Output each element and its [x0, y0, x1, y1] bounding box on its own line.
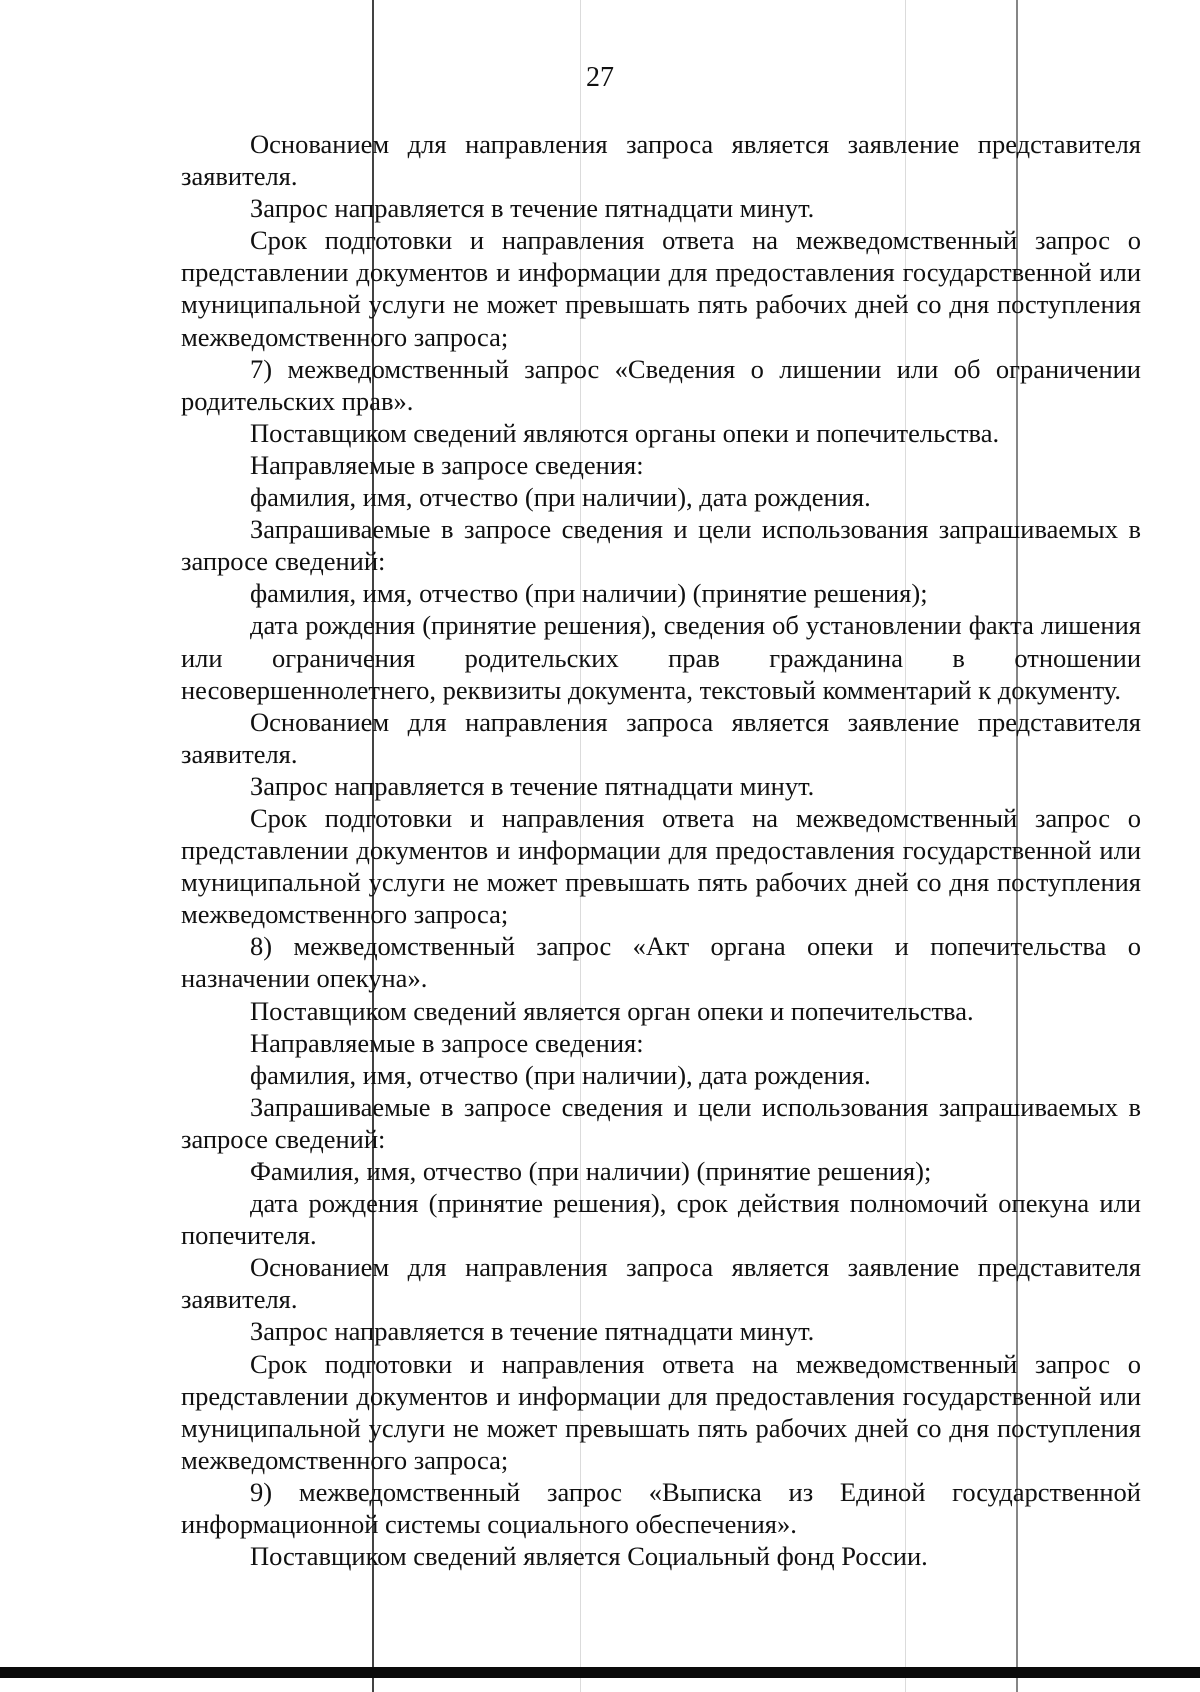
paragraph: Срок подготовки и направления ответа на межведомственный запрос о представлении документов и информации для предоставления государственной или муниципальной услуги не может превышать пять рабочих дней со дня поступления межведомственного запроса; [181, 1348, 1141, 1475]
paragraph: Запрос направляется в течение пятнадцати минут. [250, 193, 815, 224]
paragraph: Срок подготовки и направления ответа на межведомственный запрос о представлении документов и информации для предоставления государственной или муниципальной услуги не может превышать пять рабочих дней со дня поступления межведомственного запроса; [181, 802, 1141, 930]
paragraph: Основанием для направления запроса является заявление представителя заявителя. [181, 1252, 1141, 1315]
paragraph: Основанием для направления запроса является заявление представителя заявителя. [181, 129, 1141, 192]
paragraph: Направляемые в запросе сведения: [250, 1027, 644, 1058]
document-body [181, 128, 1141, 1572]
paragraph: Поставщиком сведений является орган опеки и попечительства. [250, 995, 974, 1026]
paragraph: 8) межведомственный запрос «Акт органа опеки и попечительства о назначении опекуна». [181, 931, 1141, 994]
paragraph: фамилия, имя, отчество (при наличии), дата рождения. [250, 1059, 871, 1090]
paragraph: Запрос направляется в течение пятнадцати минут. [250, 770, 815, 801]
paragraph: Направляемые в запросе сведения: [250, 449, 644, 480]
paragraph: фамилия, имя, отчество (при наличии) (принятие решения); [250, 578, 928, 609]
paragraph: 7) межведомственный запрос «Сведения о лишении или об ограничении родительских прав». [181, 353, 1141, 416]
paragraph: дата рождения (принятие решения), срок действия полномочий опекуна или попечителя. [181, 1188, 1141, 1251]
paragraph: Основанием для направления запроса является заявление представителя заявителя. [181, 706, 1141, 769]
page-number: 27 [586, 62, 614, 93]
paragraph: дата рождения (принятие решения), сведения об установлении факта лишения или ограничения родительских прав гражданина в отношении несовершеннолетнего, реквизиты документа, текстовый комментарий к документу. [181, 610, 1141, 705]
paragraph: Поставщиком сведений является Социальный фонд России. [250, 1541, 928, 1572]
paragraph: Фамилия, имя, отчество (при наличии) (принятие решения); [250, 1156, 932, 1186]
paragraph: Срок подготовки и направления ответа на межведомственный запрос о представлении документов и информации для предоставления государственной или муниципальной услуги не может превышать пять рабочих дней со дня поступления межведомственного запроса; [181, 225, 1141, 352]
paragraph: Запрашиваемые в запросе сведения и цели использования запрашиваемых в запросе сведений: [181, 1091, 1141, 1154]
paragraph: Запрос направляется в течение пятнадцати минут. [250, 1316, 815, 1347]
paragraph: 9) межведомственный запрос «Выписка из Единой государственной информационной системы социального обеспечения». [181, 1476, 1141, 1540]
paragraph: фамилия, имя, отчество (при наличии), дата рождения. [250, 482, 871, 513]
paragraph: Запрашиваемые в запросе сведения и цели использования запрашиваемых в запросе сведений: [181, 514, 1141, 577]
paragraph: Поставщиком сведений являются органы опеки и попечительства. [250, 417, 1000, 448]
scan-bottom-edge [0, 1667, 1200, 1678]
